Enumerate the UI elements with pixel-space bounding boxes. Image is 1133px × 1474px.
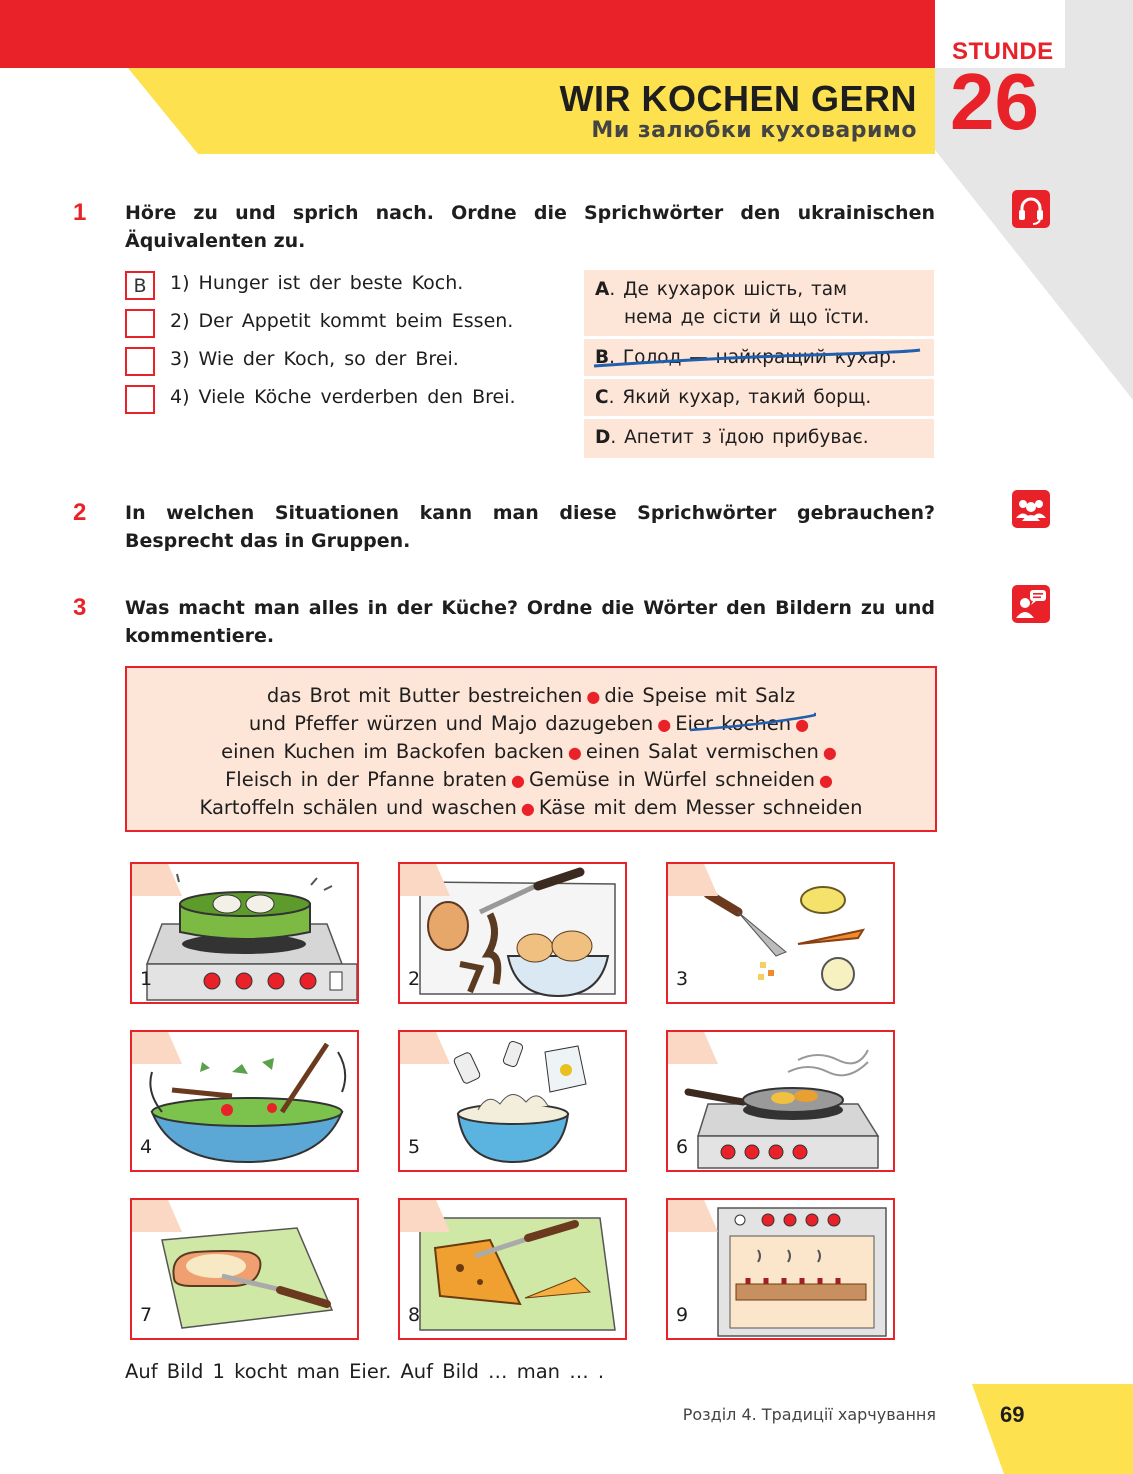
word-line-4: Fleisch in der Pfanne braten ● Gemüse in Würfel schneiden ● xyxy=(225,768,833,791)
picture-8 xyxy=(398,1198,627,1340)
page-title: WIR KOCHEN GERN xyxy=(559,78,917,119)
footer-yellow-tab xyxy=(958,1384,1133,1474)
equivalent-a: A. Де кухарок шість, там xyxy=(595,279,848,300)
picture-6 xyxy=(666,1030,895,1172)
word-line-2: und Pfeffer würzen und Majo dazugeben ● Eier kochen ● xyxy=(248,712,810,735)
picture-number: 4 xyxy=(140,1136,153,1158)
picture-number-tab xyxy=(132,1200,182,1232)
picture-number-tab xyxy=(668,864,718,896)
picture-number: 8 xyxy=(408,1304,421,1326)
header-red-band xyxy=(0,0,935,68)
picture-7 xyxy=(130,1198,359,1340)
exercise-2-instruction: In welchen Situationen kann man diese Sprichwörter gebrauchen? Besprecht das in Gruppen. xyxy=(125,502,935,552)
answer-box-4[interactable] xyxy=(125,385,155,414)
strike-mark-b xyxy=(590,346,926,372)
picture-number: 2 xyxy=(408,968,421,990)
word-bank xyxy=(125,666,937,832)
picture-number-tab xyxy=(400,864,450,896)
picture-number: 1 xyxy=(140,968,153,990)
answer-box-2[interactable] xyxy=(125,309,155,338)
picture-number: 3 xyxy=(676,968,689,990)
equivalent-d: D. Апетит з їдою прибуває. xyxy=(595,427,869,448)
divider xyxy=(584,376,934,379)
lesson-label: STUNDE xyxy=(952,38,1054,65)
exercise-3-number: 3 xyxy=(73,594,87,621)
proverb-2: 2) Der Appetit kommt beim Essen. xyxy=(170,310,514,332)
picture-5 xyxy=(398,1030,627,1172)
picture-number-tab xyxy=(400,1032,450,1064)
speech-person-icon xyxy=(1012,585,1050,623)
footer-chapter: Розділ 4. Традиції харчування xyxy=(682,1405,936,1424)
exercise-2-number: 2 xyxy=(73,499,87,526)
picture-number: 6 xyxy=(676,1136,689,1158)
example-sentence: Auf Bild 1 kocht man Eier. Auf Bild … man … . xyxy=(125,1360,605,1383)
picture-2 xyxy=(398,862,627,1004)
proverb-3: 3) Wie der Koch, so der Brei. xyxy=(170,348,459,370)
equivalent-c: C. Який кухар, такий борщ. xyxy=(595,387,872,408)
proverb-1: 1) Hunger ist der beste Koch. xyxy=(170,272,464,294)
exercise-1-number: 1 xyxy=(73,199,87,226)
picture-number: 7 xyxy=(140,1304,153,1326)
picture-4 xyxy=(130,1030,359,1172)
exercise-1-instruction: Höre zu und sprich nach. Ordne die Sprichwörter den ukrainischen Äquivalenten zu. xyxy=(125,202,935,252)
equivalent-a-line2: нема де сісти й що їсти. xyxy=(624,307,870,328)
picture-number-tab xyxy=(668,1032,718,1064)
page-subtitle: Ми залюбки куховаримо xyxy=(591,118,917,143)
divider xyxy=(584,416,934,419)
picture-number: 9 xyxy=(676,1304,689,1326)
exercise-3-instruction: Was macht man alles in der Küche? Ordne die Wörter den Bildern zu und kommentiere. xyxy=(125,597,935,647)
picture-number-tab xyxy=(132,1032,182,1064)
picture-1 xyxy=(130,862,359,1004)
picture-number-tab xyxy=(400,1200,450,1232)
word-line-3: einen Kuchen im Backofen backen ● einen Salat vermischen ● xyxy=(221,740,837,763)
picture-number-tab xyxy=(668,1200,718,1232)
word-line-1: das Brot mit Butter bestreichen ● die Speise mit Salz xyxy=(266,684,796,707)
proverb-4: 4) Viele Köche verderben den Brei. xyxy=(170,386,516,408)
divider xyxy=(584,336,934,339)
headphones-icon xyxy=(1012,190,1050,228)
equivalent-b: B. Голод — найкращий кухар. xyxy=(595,347,897,368)
answer-box-3[interactable] xyxy=(125,347,155,376)
answer-box-1[interactable]: B xyxy=(125,271,155,300)
picture-number: 5 xyxy=(408,1136,421,1158)
picture-number-tab xyxy=(132,864,182,896)
group-icon xyxy=(1012,490,1050,528)
picture-9 xyxy=(666,1198,895,1340)
page-number: 69 xyxy=(1000,1402,1025,1427)
lesson-number: 26 xyxy=(950,57,1039,146)
word-line-5: Kartoffeln schälen und waschen ● Käse mit dem Messer schneiden xyxy=(199,796,863,819)
strike-mark-eier xyxy=(686,712,816,734)
picture-3 xyxy=(666,862,895,1004)
